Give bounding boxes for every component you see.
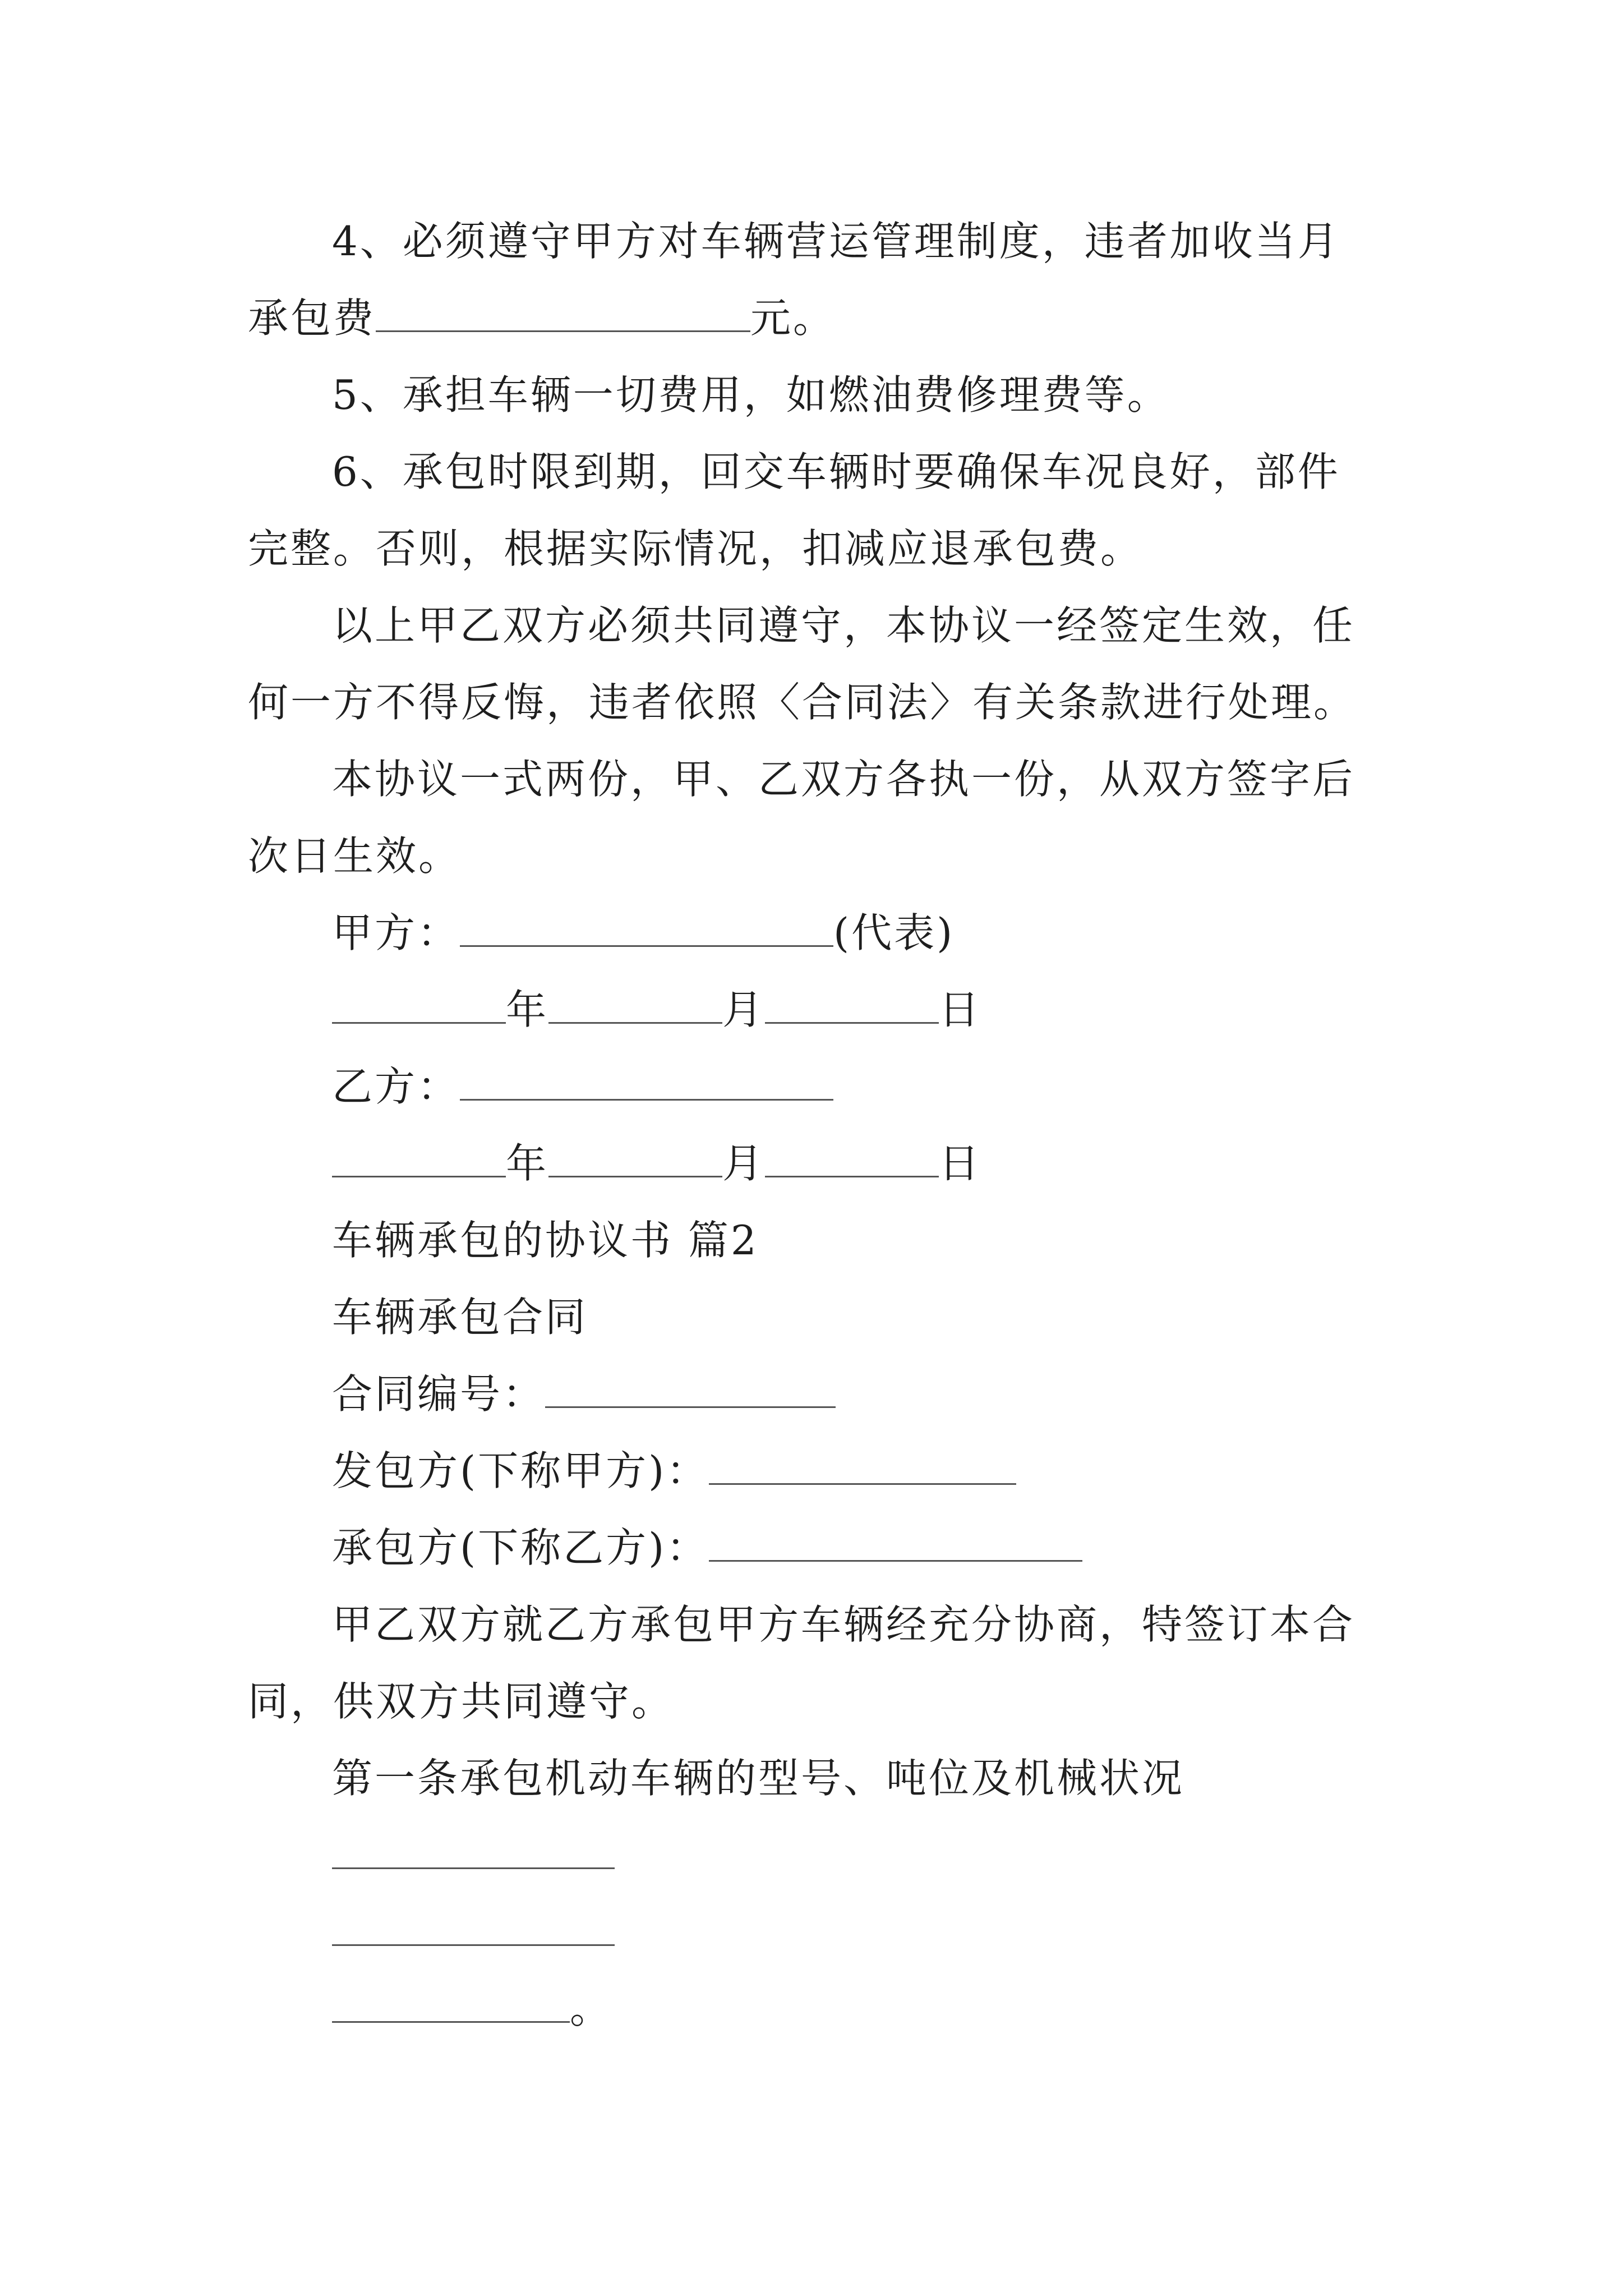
intro-line-2: 同，供双方共同遵守。 (248, 1678, 675, 1725)
clause-4-line-1: 4、必须遵守甲方对车辆营运管理制度，违者加收当月 (332, 218, 1340, 265)
clause-4-line-2 (248, 293, 836, 343)
party-b-line (332, 1061, 833, 1112)
contractor-line (332, 1522, 1082, 1573)
contract-no-line (332, 1369, 836, 1419)
day-label: 日 (939, 986, 982, 1033)
party-a-date-line (332, 984, 981, 1035)
vehicle-blank-2 (332, 1907, 615, 1957)
party-a-label: 甲方： (332, 909, 460, 956)
month-blank (548, 992, 722, 1024)
contract-no-blank (545, 1376, 836, 1408)
clause-4-suffix: 元。 (750, 295, 836, 342)
party-a-line (332, 908, 955, 958)
binding-line-2: 何一方不得反悔，违者依照〈合同法〉有关条款进行处理。 (248, 679, 1357, 726)
year-blank (332, 1145, 506, 1177)
section-heading: 车辆承包的协议书 篇2 (332, 1217, 759, 1264)
party-b-label: 乙方： (332, 1063, 460, 1110)
issuer-label: 发包方(下称甲方)： (332, 1447, 709, 1494)
party-b-blank (460, 1069, 833, 1101)
month-blank (548, 1145, 722, 1177)
clause-6-line-2: 完整。否则，根据实际情况，扣减应退承包费。 (248, 525, 1144, 572)
year-label: 年 (506, 1140, 549, 1187)
day-blank (765, 1145, 939, 1177)
year-label: 年 (506, 986, 549, 1033)
contract-title: 车辆承包合同 (332, 1294, 588, 1341)
clause-4-prefix: 承包费 (248, 295, 376, 342)
binding-line-1: 以上甲乙双方必须共同遵守，本协议一经签定生效，任 (332, 602, 1355, 649)
clause-6-line-1: 6、承包时限到期，回交车辆时要确保车况良好，部件 (332, 448, 1340, 495)
day-blank (765, 992, 939, 1024)
end-mark: 。 (570, 1985, 613, 2032)
day-label: 日 (939, 1140, 982, 1187)
party-b-date-line (332, 1138, 981, 1189)
month-label: 月 (722, 986, 766, 1033)
fill-blank (332, 1991, 570, 2023)
issuer-blank (709, 1453, 1016, 1485)
intro-line-1: 甲乙双方就乙方承包甲方车辆经充分协商，特签订本合 (332, 1601, 1355, 1648)
article-1: 第一条承包机动车辆的型号、吨位及机械状况 (332, 1755, 1185, 1802)
fill-blank (332, 1837, 615, 1869)
clause-5: 5、承担车辆一切费用，如燃油费修理费等。 (332, 371, 1170, 418)
contractor-label: 承包方(下称乙方)： (332, 1524, 709, 1571)
vehicle-blank-3 (332, 1984, 612, 2034)
year-blank (332, 992, 506, 1024)
copies-line-2: 次日生效。 (248, 832, 462, 880)
contract-no-label: 合同编号： (332, 1370, 546, 1418)
month-label: 月 (722, 1140, 766, 1187)
contractor-blank (709, 1530, 1082, 1562)
fee-blank (376, 300, 750, 332)
copies-line-1: 本协议一式两份，甲、乙双方各执一份，从双方签字后 (332, 756, 1355, 803)
fill-blank (332, 1914, 615, 1946)
vehicle-blank-1 (332, 1830, 615, 1880)
issuer-line (332, 1446, 1016, 1496)
party-a-blank (460, 915, 833, 947)
party-a-suffix: (代表) (833, 909, 955, 956)
